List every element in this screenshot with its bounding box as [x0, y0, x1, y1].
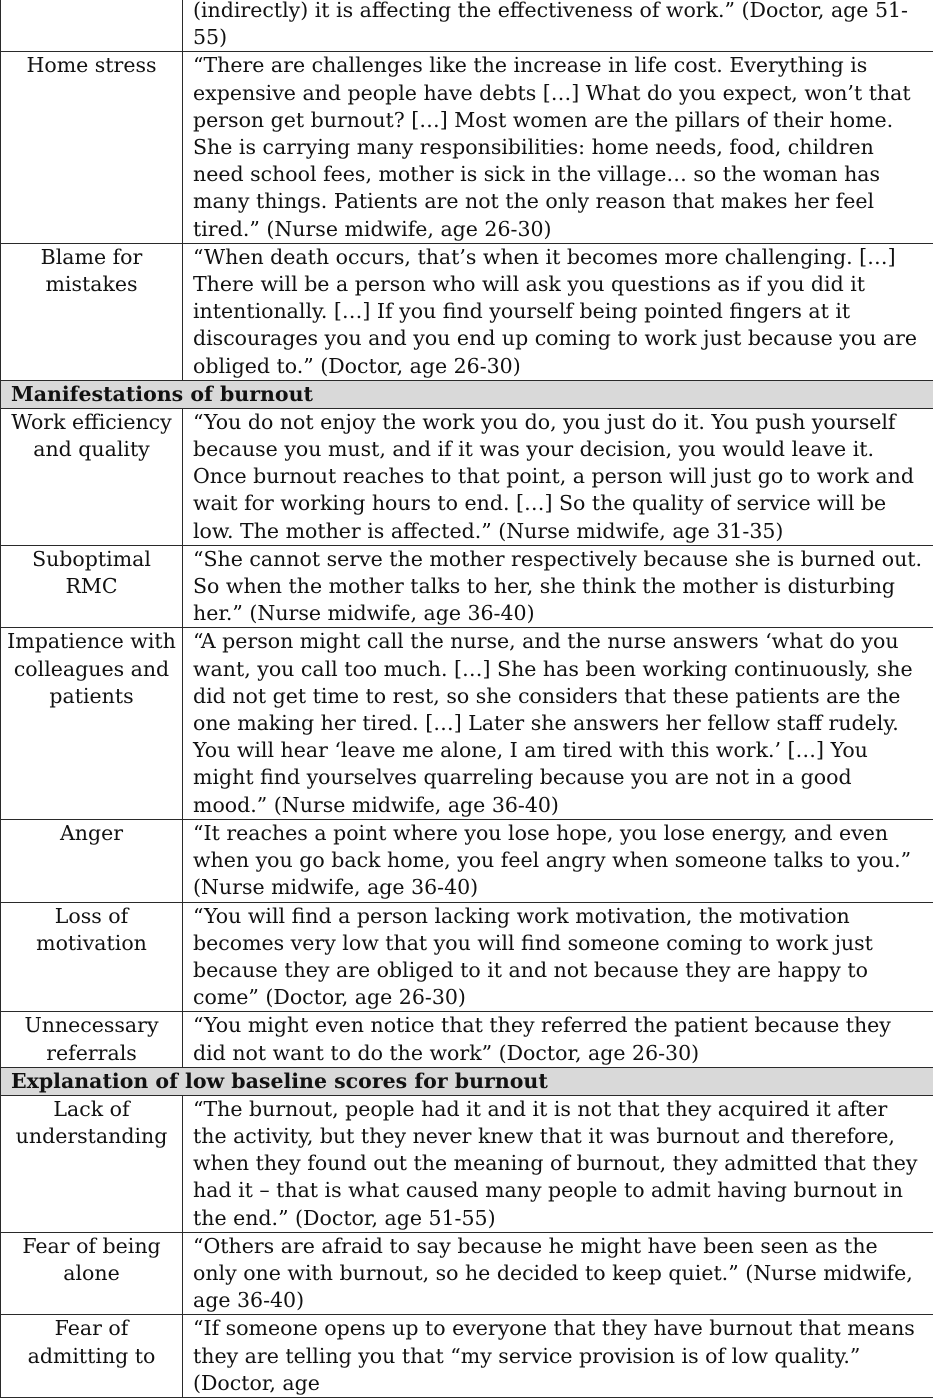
- quote-cell: “The burnout, people had it and it is not that they acquired it after the activity, but they never knew that it was burnout and therefore, when they found out the meaning of burnout, they admitted that they had it – that is what caused many people to admit having burnout in the end.” (Doctor, age 51-55): [183, 1095, 933, 1232]
- quote-cell: “You will find a person lacking work motivation, the motivation becomes very low that you will find someone coming to work just because they are obliged to it and not because they are happy to come” (Doctor, age 26-30): [183, 902, 933, 1012]
- table-row: [1, 52, 933, 243]
- quote-cell: “You might even notice that they referred the patient because they did not want to do the work” (Doctor, age 26-30): [183, 1012, 933, 1067]
- quote-cell: “Others are afraid to say because he might have been seen as the only one with burnout, so he decided to keep quiet.” (Nurse midwife, age 36-40): [183, 1232, 933, 1315]
- theme-cell: Lack of understanding: [1, 1095, 183, 1232]
- theme-cell: Unnecessary referrals: [1, 1012, 183, 1067]
- theme-cell: Home stress: [1, 52, 183, 243]
- table-row: [1, 0, 933, 52]
- quote-cell: “There are challenges like the increase in life cost. Everything is expensive and people have debts […] What do you expect, won’t that person get burnout? […] Most women are the pillars of their home. She is carrying many responsibilities: home needs, food, children need school fees, mother is sick in the village… so the woman has many things. Patients are not the only reason that makes her feel tired.” (Nurse midwife, age 26-30): [183, 52, 933, 243]
- table-row: [1, 408, 933, 545]
- theme-cell: Suboptimal RMC: [1, 545, 183, 628]
- theme-cell: Impatience with colleagues and patients: [1, 628, 183, 819]
- quotes-table-body: [1, 0, 933, 1397]
- table-row: [1, 1315, 933, 1398]
- quote-cell: “She cannot serve the mother respectively because she is burned out. So when the mother talks to her, she think the mother is disturbing her.” (Nurse midwife, age 36-40): [183, 545, 933, 628]
- theme-cell: Anger: [1, 819, 183, 902]
- table-row: [1, 1012, 933, 1067]
- table-row: [1, 1232, 933, 1315]
- quote-cell: “It reaches a point where you lose hope, you lose energy, and even when you go back home, you feel angry when someone talks to you.” (Nurse midwife, age 36-40): [183, 819, 933, 902]
- section-header-row: [1, 1067, 933, 1095]
- table-row: [1, 819, 933, 902]
- quote-cell: “A person might call the nurse, and the nurse answers ‘what do you want, you call too much. […] She has been working continuously, she did not get time to rest, so she considers that these patients are the one making her tired. […] Later she answers her fellow staff rudely. You will hear ‘leave me alone, I am tired with this work.’ […] You might find yourselves quarreling because you are not in a good mood.” (Nurse midwife, age 36-40): [183, 628, 933, 819]
- quote-cell: (indirectly) it is affecting the effectiveness of work.” (Doctor, age 51-55): [183, 0, 933, 52]
- section-header-row: [1, 380, 933, 408]
- table-row: [1, 545, 933, 628]
- quote-cell: “You do not enjoy the work you do, you just do it. You push yourself because you must, and if it was your decision, you would leave it. Once burnout reaches to that point, a person will just go to work and wait for working hours to end. […] So the quality of service will be low. The mother is affected.” (Nurse midwife, age 31-35): [183, 408, 933, 545]
- table-row: [1, 1095, 933, 1232]
- table-row: [1, 902, 933, 1012]
- section-title: Explanation of low baseline scores for burnout: [1, 1067, 933, 1095]
- theme-cell: Blame for mistakes: [1, 243, 183, 380]
- section-title: Manifestations of burnout: [1, 380, 933, 408]
- theme-cell: Loss of motivation: [1, 902, 183, 1012]
- table-row: [1, 243, 933, 380]
- theme-cell: Work efficiency and quality: [1, 408, 183, 545]
- theme-cell: Fear of admitting to: [1, 1315, 183, 1398]
- quote-cell: “If someone opens up to everyone that they have burnout that means they are telling you that “my service provision is of low quality.” (Doctor, age: [183, 1315, 933, 1398]
- theme-cell: [1, 0, 183, 52]
- table-row: [1, 628, 933, 819]
- quote-cell: “When death occurs, that’s when it becomes more challenging. […] There will be a person who will ask you questions as if you did it intentionally. […] If you find yourself being pointed fingers at it discourages you and you end up coming to work just because you are obliged to.” (Doctor, age 26-30): [183, 243, 933, 380]
- theme-cell: Fear of being alone: [1, 1232, 183, 1315]
